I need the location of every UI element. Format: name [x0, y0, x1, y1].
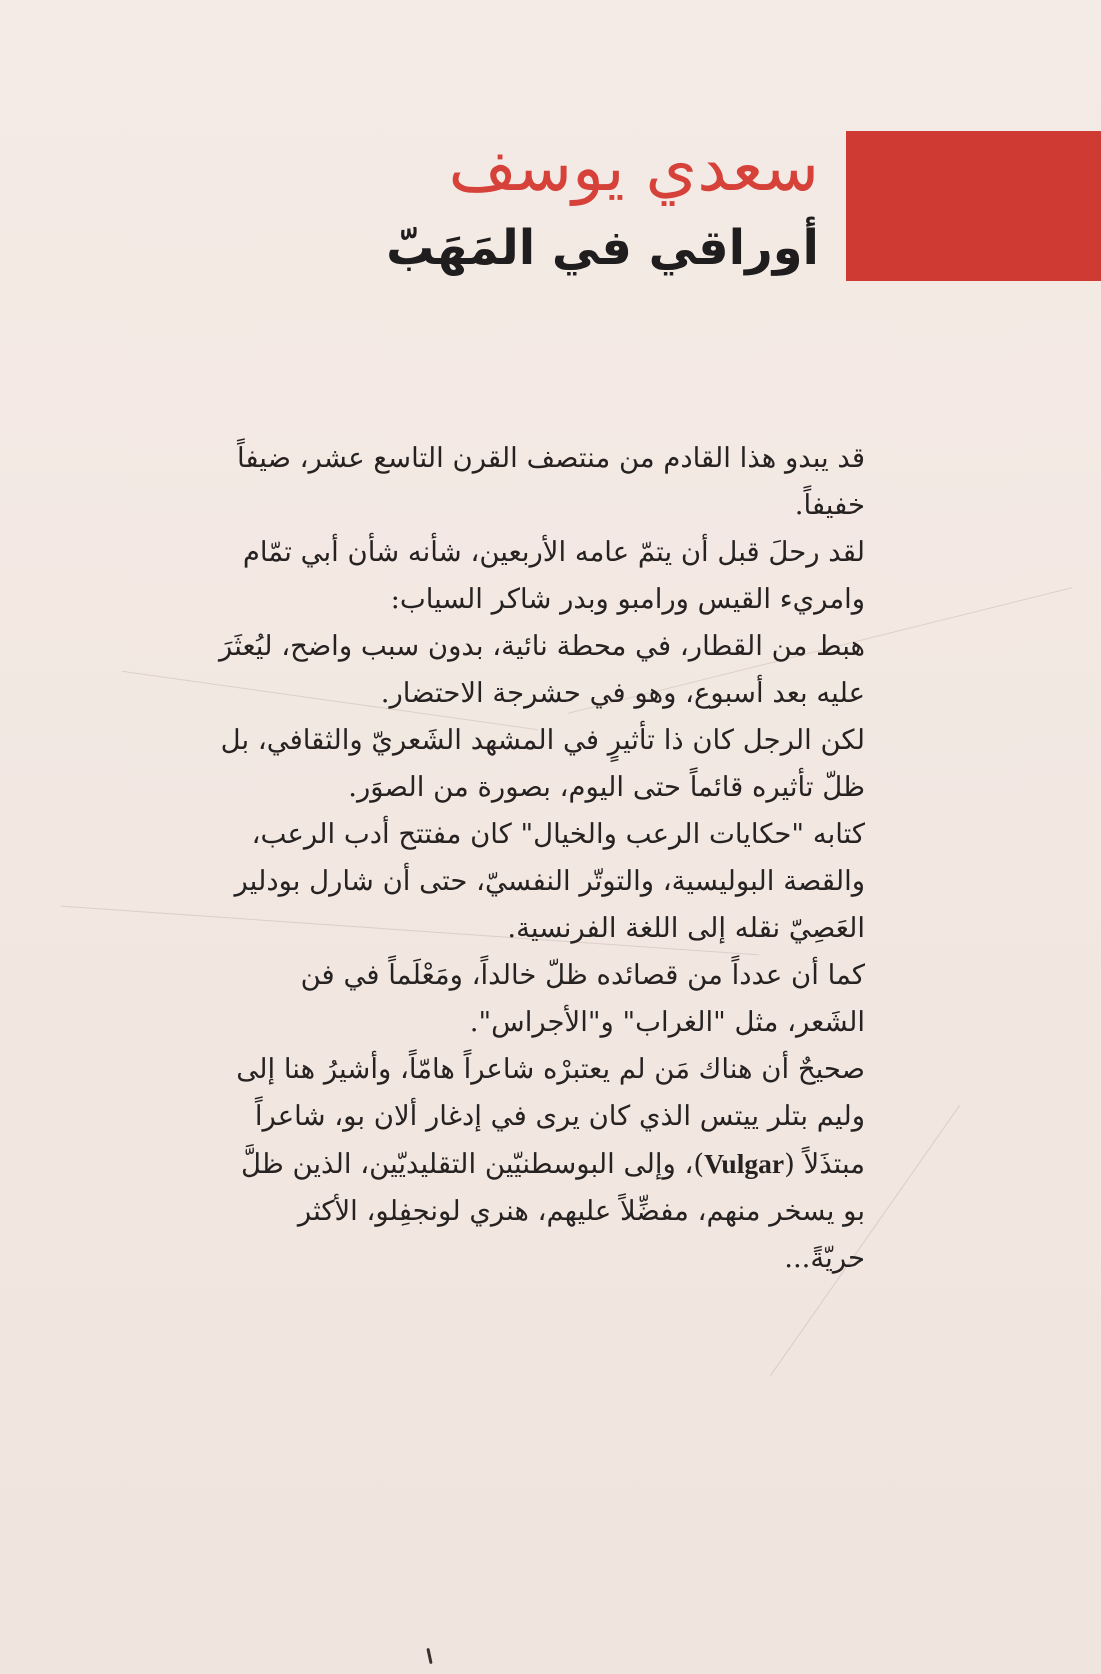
book-title: أوراقي في المَهَبّ: [386, 220, 819, 276]
author-name: سعدي يوسف: [448, 129, 819, 206]
blurb-paragraph: لقد رحلَ قبل أن يتمّ عامه الأربعين، شأنه شأن أبي تمّام وامريء القيس ورامبو وبدر شاكر السياب:: [242, 536, 865, 615]
blurb-paragraph: كما أن عدداً من قصائده ظلّ خالداً، ومَعْلَماً في فن الشَعر، مثل "الغراب" و"الأجراس".: [300, 959, 865, 1038]
english-term: Vulgar: [704, 1148, 785, 1179]
blurb-paragraph: قد يبدو هذا القادم من منتصف القرن التاسع عشر، ضيفاً خفيفاً.: [237, 442, 865, 521]
blurb-paragraph: لكن الرجل كان ذا تأثيرٍ في المشهد الشَعريّ والثقافي، بل ظلّ تأثيره قائماً حتى اليوم، بصورة من الصوَر.: [220, 724, 865, 803]
blurb-text: )، وإلى البوسطنيّين التقليديّين، الذين ظلَّ بو يسخر منهم، مفضِّلاً عليهم، هنري لونجفِلو، الأكثر حريّةً...: [241, 1148, 865, 1274]
blurb-paragraph: [215, 1046, 865, 1282]
red-accent-block: [846, 131, 1101, 281]
ink-mark: [426, 1648, 432, 1664]
blurb-paragraph: هبط من القطار، في محطة نائية، بدون سبب واضح، ليُعثَرَ عليه بعد أسبوع، وهو في حشرجة الاحتضار.: [219, 630, 865, 709]
blurb-text: صحيحٌ أن هناك مَن لم يعتبرْه شاعراً هامّاً، وأشيرُ هنا إلى وليم بتلر ييتس الذي كان يرى في إدغار ألان بو، شاعراً مبتذَلاً (: [236, 1053, 865, 1180]
back-cover-blurb: [215, 435, 865, 1282]
blurb-paragraph: كتابه "حكايات الرعب والخيال" كان مفتتح أدب الرعب، والقصة البوليسية، والتوتّر النفسيّ، حتى أن شارل بودلير العَصِيّ نقله إلى اللغة الفرنسية.: [234, 818, 865, 944]
